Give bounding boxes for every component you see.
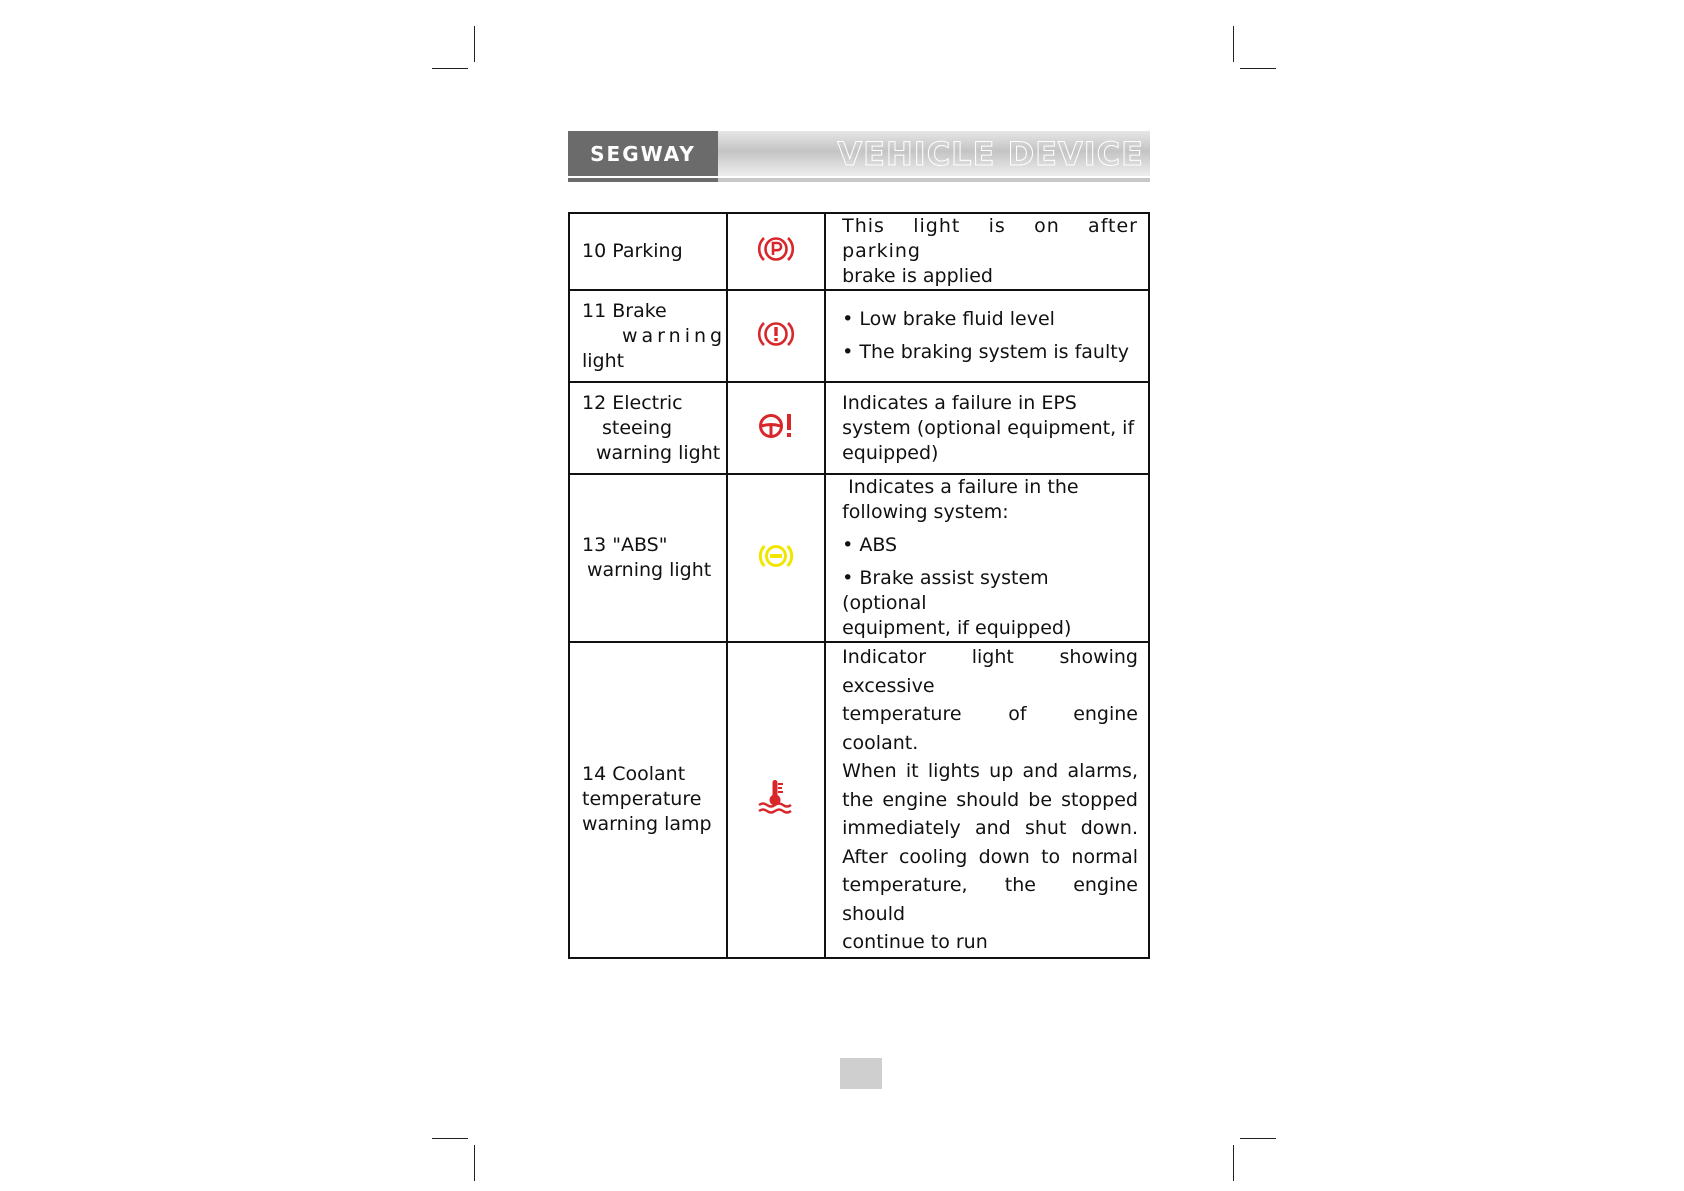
description-line: Indicates a failure in the xyxy=(842,476,1079,498)
table-row xyxy=(569,474,1149,642)
light-name: 12 Electric xyxy=(582,391,683,414)
light-icon-cell xyxy=(727,642,825,958)
warning-lights-table xyxy=(568,212,1150,959)
section-title: VEHICLE DEVICE xyxy=(837,135,1144,173)
light-name: temperature xyxy=(582,788,702,811)
description-line: • The braking system is faulty xyxy=(842,341,1129,363)
description-line: the engine should be stopped xyxy=(842,788,1138,811)
description-line: following system: xyxy=(842,501,1009,523)
description-line: • ABS xyxy=(842,534,898,556)
description-line: temperature, the engine should xyxy=(842,874,1138,925)
logo-underline xyxy=(568,178,718,182)
description-line: immediately and shut down. xyxy=(842,817,1138,839)
light-name: warning light xyxy=(596,441,721,464)
light-name: 14 Coolant xyxy=(582,763,686,786)
table-row xyxy=(569,213,1149,290)
section-bar xyxy=(718,131,1150,176)
description-line: When it lights up and alarms, xyxy=(842,760,1138,782)
light-name-cell xyxy=(569,474,727,642)
light-name-cell xyxy=(569,290,727,382)
description-line: continue to run xyxy=(842,931,988,953)
description-line: Indicator light showing excessive xyxy=(842,646,1138,697)
light-icon-cell xyxy=(727,290,825,382)
description-line: Indicates a failure in EPS xyxy=(842,391,1077,414)
light-description-cell xyxy=(825,213,1149,290)
table-row xyxy=(569,290,1149,382)
light-description-cell xyxy=(825,290,1149,382)
section-underline xyxy=(718,178,1150,182)
light-icon-cell xyxy=(727,382,825,474)
description-line: • Low brake fluid level xyxy=(842,308,1055,330)
light-name: warning lamp xyxy=(582,813,712,836)
brand-name: SEGWAY xyxy=(590,141,696,166)
table-row xyxy=(569,642,1149,958)
light-description-cell xyxy=(825,382,1149,474)
light-name: warning xyxy=(622,324,727,347)
description-line: temperature of engine coolant. xyxy=(842,703,1138,754)
coolant-temperature-icon xyxy=(756,777,796,817)
page-number-box xyxy=(840,1058,882,1089)
description-line: equipped) xyxy=(842,441,939,464)
light-name-cell xyxy=(569,213,727,290)
abs-warning-icon xyxy=(756,540,796,572)
light-name: 10 Parking xyxy=(582,240,683,262)
crop-mark-top-left-horizontal xyxy=(432,68,468,69)
light-description-cell xyxy=(825,474,1149,642)
steering-warning-icon xyxy=(756,410,796,442)
light-name: steeing xyxy=(602,416,673,439)
light-name: light xyxy=(582,349,625,372)
light-description-cell xyxy=(825,642,1149,958)
crop-mark-bottom-right-vertical xyxy=(1233,1145,1234,1181)
brake-warning-icon xyxy=(755,317,797,351)
light-name-cell xyxy=(569,382,727,474)
description-line: After cooling down to normal xyxy=(842,845,1138,868)
brand-logo xyxy=(568,131,718,176)
light-name-cell xyxy=(569,642,727,958)
crop-mark-bottom-left-horizontal xyxy=(432,1138,468,1139)
crop-mark-bottom-left-vertical xyxy=(474,1145,475,1181)
light-icon-cell xyxy=(727,213,825,290)
light-icon-cell xyxy=(727,474,825,642)
description-line: equipment, if equipped) xyxy=(842,617,1072,639)
light-name: warning light xyxy=(587,559,712,581)
light-name: 11 Brake xyxy=(582,299,667,322)
parking-brake-icon xyxy=(755,232,797,266)
description-line: This light is on after parking xyxy=(842,215,1138,262)
light-name: 13 "ABS" xyxy=(582,534,668,556)
description-line: • Brake assist system (optional xyxy=(842,567,1049,614)
crop-mark-top-right-vertical xyxy=(1233,26,1234,62)
crop-mark-bottom-right-horizontal xyxy=(1240,1138,1276,1139)
page-header xyxy=(568,131,1150,182)
crop-mark-top-right-horizontal xyxy=(1240,68,1276,69)
description-line: brake is applied xyxy=(842,265,993,287)
description-line: system (optional equipment, if xyxy=(842,416,1135,439)
table-row xyxy=(569,382,1149,474)
crop-mark-top-left-vertical xyxy=(474,26,475,62)
